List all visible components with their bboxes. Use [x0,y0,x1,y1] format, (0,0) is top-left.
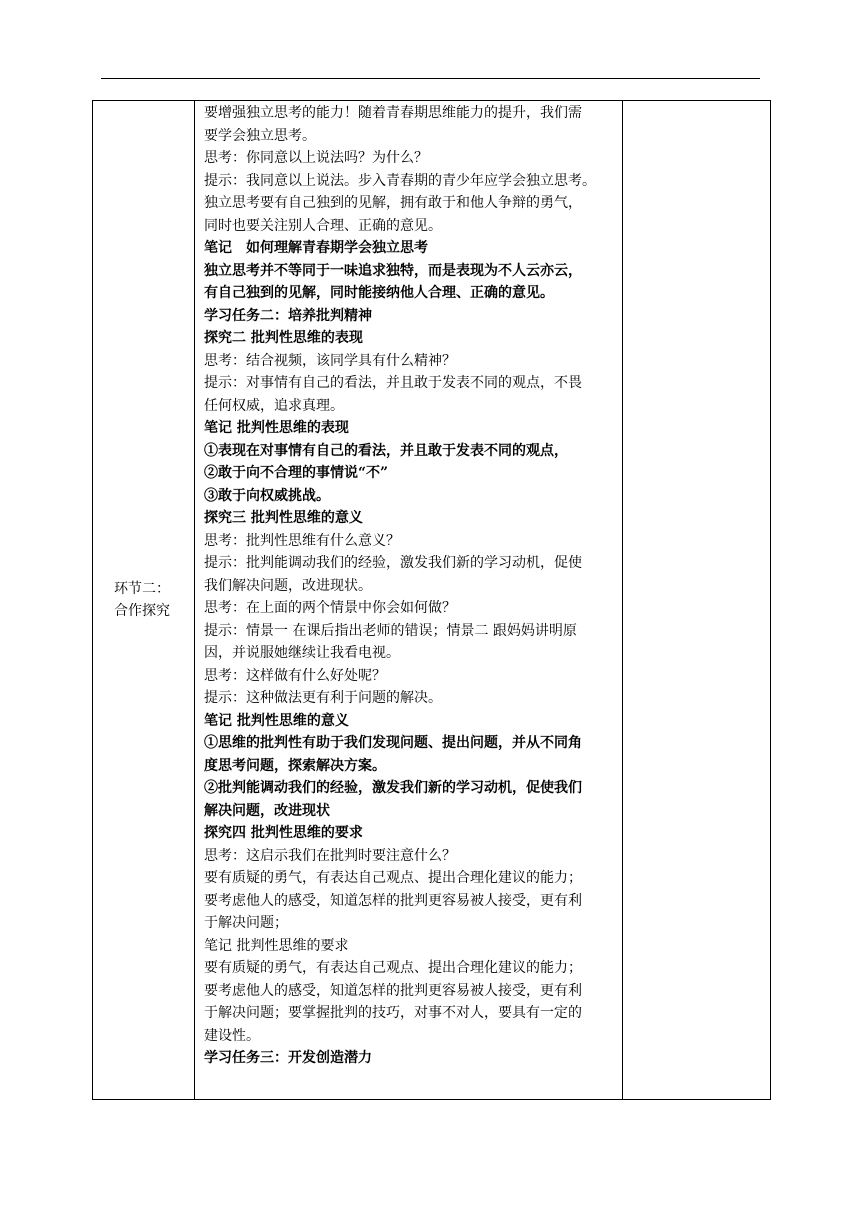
content-line: ①表现在对事情有自己的看法，并且敢于发表不同的观点， [204,442,568,459]
content-line: 思考：批判性思维有什么意义？ [204,532,400,549]
content-line: 要考虑他人的感受，知道怎样的批判更容易被人接受，更有利 [204,982,582,999]
content-line: 提示：我同意以上说法。步入青春期的青少年应学会独立思考。 [204,172,596,189]
content-line: 同时也要关注别人合理、正确的意见。 [204,217,442,234]
content-line: 要学会独立思考。 [204,127,316,144]
content-line: 思考：这样做有什么好处呢？ [204,667,386,684]
table-row [93,101,771,1100]
content-line: 思考：你同意以上说法吗？为什么？ [204,150,428,166]
content-line: ②敢于向不合理的事情说“不” [204,465,389,481]
content-line: 学习任务三：开发创造潜力 [204,1050,372,1066]
content-line: 探究三 批判性思维的意义 [204,510,363,526]
content-line: 要增强独立思考的能力！随着青春期思维能力的提升，我们需 [204,105,582,121]
content-line: 独立思考要有自己独到的见解，拥有敢于和他人争辩的勇气， [204,195,582,211]
content-line: ③敢于向权威挑战。 [204,487,330,504]
content-line: 笔记 批判性思维的表现 [204,420,349,436]
content-line: 建设性。 [204,1027,260,1044]
content-line: 有自己独到的见解，同时能接纳他人合理、正确的意见。 [204,285,554,301]
content-line: 思考：在上面的两个情景中你会如何做？ [204,600,456,616]
stage-label-line-1: 环节二： [114,581,170,597]
content-line: 度思考问题，探索解决方案。 [204,757,386,774]
stage-cell [93,101,195,1100]
lesson-table [92,100,771,1100]
content-line: ②批判能调动我们的经验，激发我们新的学习动机，促使我们 [204,780,582,796]
content-line: 任何权威，追求真理。 [204,397,344,414]
notes-cell [623,101,771,1100]
content-cell [195,101,623,1100]
header-rule [101,78,760,79]
content-line: 提示：批判能调动我们的经验，激发我们新的学习动机，促使 [204,555,582,571]
content-line: 要有质疑的勇气，有表达自己观点、提出合理化建议的能力； [204,960,582,976]
content-line: 笔记 批判性思维的要求 [204,937,349,954]
content-line: ①思维的批判性有助于我们发现问题、提出问题，并从不同角 [204,735,582,751]
content-line: 思考：结合视频，该同学具有什么精神？ [204,352,456,369]
stage-label-line-2: 合作探究 [114,603,170,619]
content-line: 解决问题，改进现状 [204,802,330,819]
content-line: 独立思考并不等同于一味追求独特，而是表现为不人云亦云， [204,262,582,279]
content-line: 于解决问题； [204,915,288,931]
content-line: 探究二 批判性思维的表现 [204,330,363,346]
content-text [195,101,622,1070]
content-line: 要有质疑的勇气，有表达自己观点、提出合理化建议的能力； [204,870,582,886]
stage-label [93,578,194,622]
content-line: 学习任务二：培养批判精神 [204,307,372,324]
content-line: 探究四 批判性思维的要求 [204,825,363,841]
content-line: 因，并说服她继续让我看电视。 [204,645,400,661]
content-line: 笔记 如何理解青春期学会独立思考 [204,240,428,256]
content-line: 笔记 批判性思维的意义 [204,712,349,729]
content-line: 提示：这种做法更有利于问题的解决。 [204,690,442,706]
content-line: 提示：对事情有自己的看法，并且敢于发表不同的观点，不畏 [204,375,582,391]
content-line: 我们解决问题，改进现状。 [204,577,372,594]
content-line: 思考：这启示我们在批判时要注意什么？ [204,847,456,864]
content-line: 要考虑他人的感受，知道怎样的批判更容易被人接受，更有利 [204,892,582,909]
content-line: 提示：情景一 在课后指出老师的错误；情景二 跟妈妈讲明原 [204,622,577,639]
content-line: 于解决问题；要掌握批判的技巧，对事不对人，要具有一定的 [204,1005,582,1021]
